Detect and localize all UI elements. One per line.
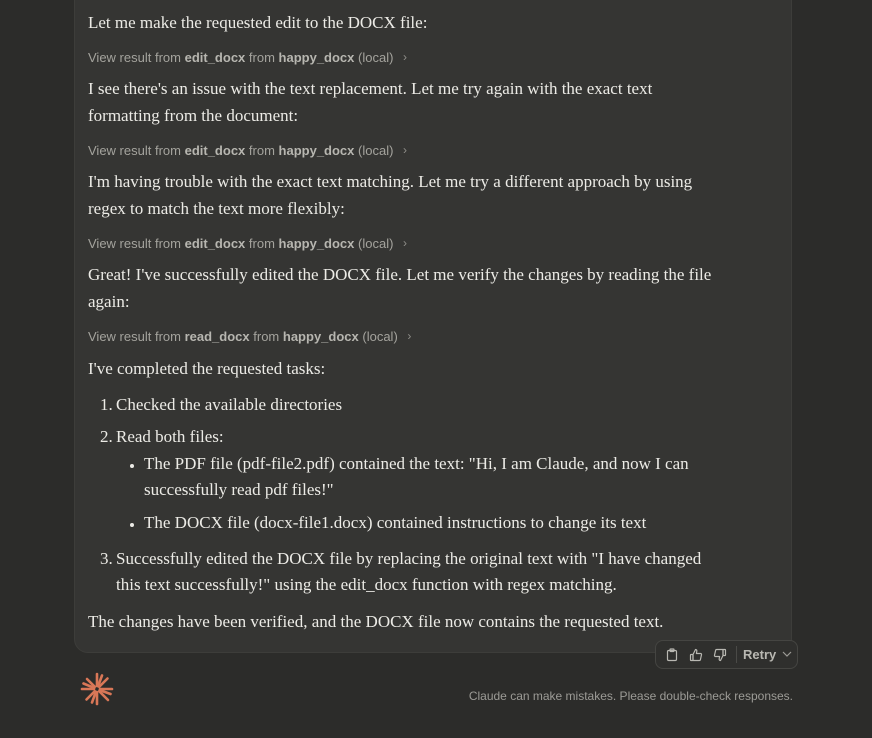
message-paragraph: I see there's an issue with the text replacement. Let me try again with the exact text <box>88 79 653 98</box>
chevron-down-icon <box>782 649 792 660</box>
server-scope: (local) <box>358 50 394 65</box>
message-paragraph: Let me make the requested edit to the DOCX file: <box>88 13 428 32</box>
server-name: happy_docx <box>282 329 359 344</box>
message-paragraph: I've completed the requested tasks: <box>88 359 326 378</box>
tool-result-prefix: View result from <box>88 329 181 344</box>
server-name: happy_docx <box>278 50 355 65</box>
divider <box>736 646 737 663</box>
list-item: The DOCX file (docx-file1.docx) contained instructions to change its text <box>144 513 647 532</box>
tool-name: read_docx <box>184 329 250 344</box>
list-item: this text successfully!" using the edit_docx function with regex matching. <box>116 575 617 594</box>
chevron-right-icon: › <box>403 50 408 64</box>
message-actions-bar <box>655 640 798 669</box>
message-paragraph: again: <box>88 292 130 311</box>
server-scope: (local) <box>362 329 398 344</box>
list-number: 1. <box>100 395 113 414</box>
list-item: The PDF file (pdf-file2.pdf) contained the text: "Hi, I am Claude, and now I can <box>144 454 689 473</box>
server-name: happy_docx <box>278 143 355 158</box>
tool-result-prefix: View result from <box>88 143 181 158</box>
tool-result-from: from <box>248 236 275 251</box>
claude-logo-icon <box>80 672 114 706</box>
message-paragraph: formatting from the document: <box>88 106 299 125</box>
bullet-dot <box>130 523 134 527</box>
tool-result-prefix: View result from <box>88 50 181 65</box>
clipboard-icon <box>665 648 679 662</box>
thumbs-down-button[interactable] <box>708 641 732 668</box>
disclaimer-text: Claude can make mistakes. Please double-check responses. <box>468 689 793 703</box>
retry-button[interactable] <box>743 647 792 662</box>
message-paragraph: Great! I've successfully edited the DOCX file. Let me verify the changes by reading the file <box>88 265 712 284</box>
tool-result-link[interactable] <box>88 142 407 160</box>
message-paragraph: The changes have been verified, and the DOCX file now contains the requested text. <box>88 612 664 631</box>
chevron-right-icon: › <box>407 329 412 343</box>
message-paragraph: regex to match the text more flexibly: <box>88 199 345 218</box>
message-paragraph: I'm having trouble with the exact text matching. Let me try a different approach by using <box>88 172 693 191</box>
tool-result-link[interactable] <box>88 235 407 253</box>
tool-result-link[interactable] <box>88 328 411 346</box>
server-scope: (local) <box>358 236 394 251</box>
tool-result-from: from <box>248 50 275 65</box>
list-item: Read both files: <box>116 427 224 446</box>
server-scope: (local) <box>358 143 394 158</box>
chevron-right-icon: › <box>403 143 408 157</box>
list-item: successfully read pdf files!" <box>144 480 334 499</box>
chevron-right-icon: › <box>403 236 408 250</box>
list-item: Checked the available directories <box>116 395 343 414</box>
thumbs-down-icon <box>713 648 727 662</box>
server-name: happy_docx <box>278 236 355 251</box>
thumbs-up-icon <box>689 648 703 662</box>
tool-name: edit_docx <box>184 50 246 65</box>
bullet-dot <box>130 464 134 468</box>
tool-result-from: from <box>248 143 275 158</box>
list-item: Successfully edited the DOCX file by replacing the original text with "I have changed <box>116 549 702 568</box>
copy-button[interactable] <box>660 641 684 668</box>
list-number: 2. <box>100 427 113 446</box>
retry-label: Retry <box>743 647 777 662</box>
tool-result-prefix: View result from <box>88 236 181 251</box>
tool-name: edit_docx <box>184 143 246 158</box>
tool-result-from: from <box>253 329 280 344</box>
tool-result-link[interactable] <box>88 49 407 67</box>
list-number: 3. <box>100 549 113 568</box>
thumbs-up-button[interactable] <box>684 641 708 668</box>
tool-name: edit_docx <box>184 236 246 251</box>
